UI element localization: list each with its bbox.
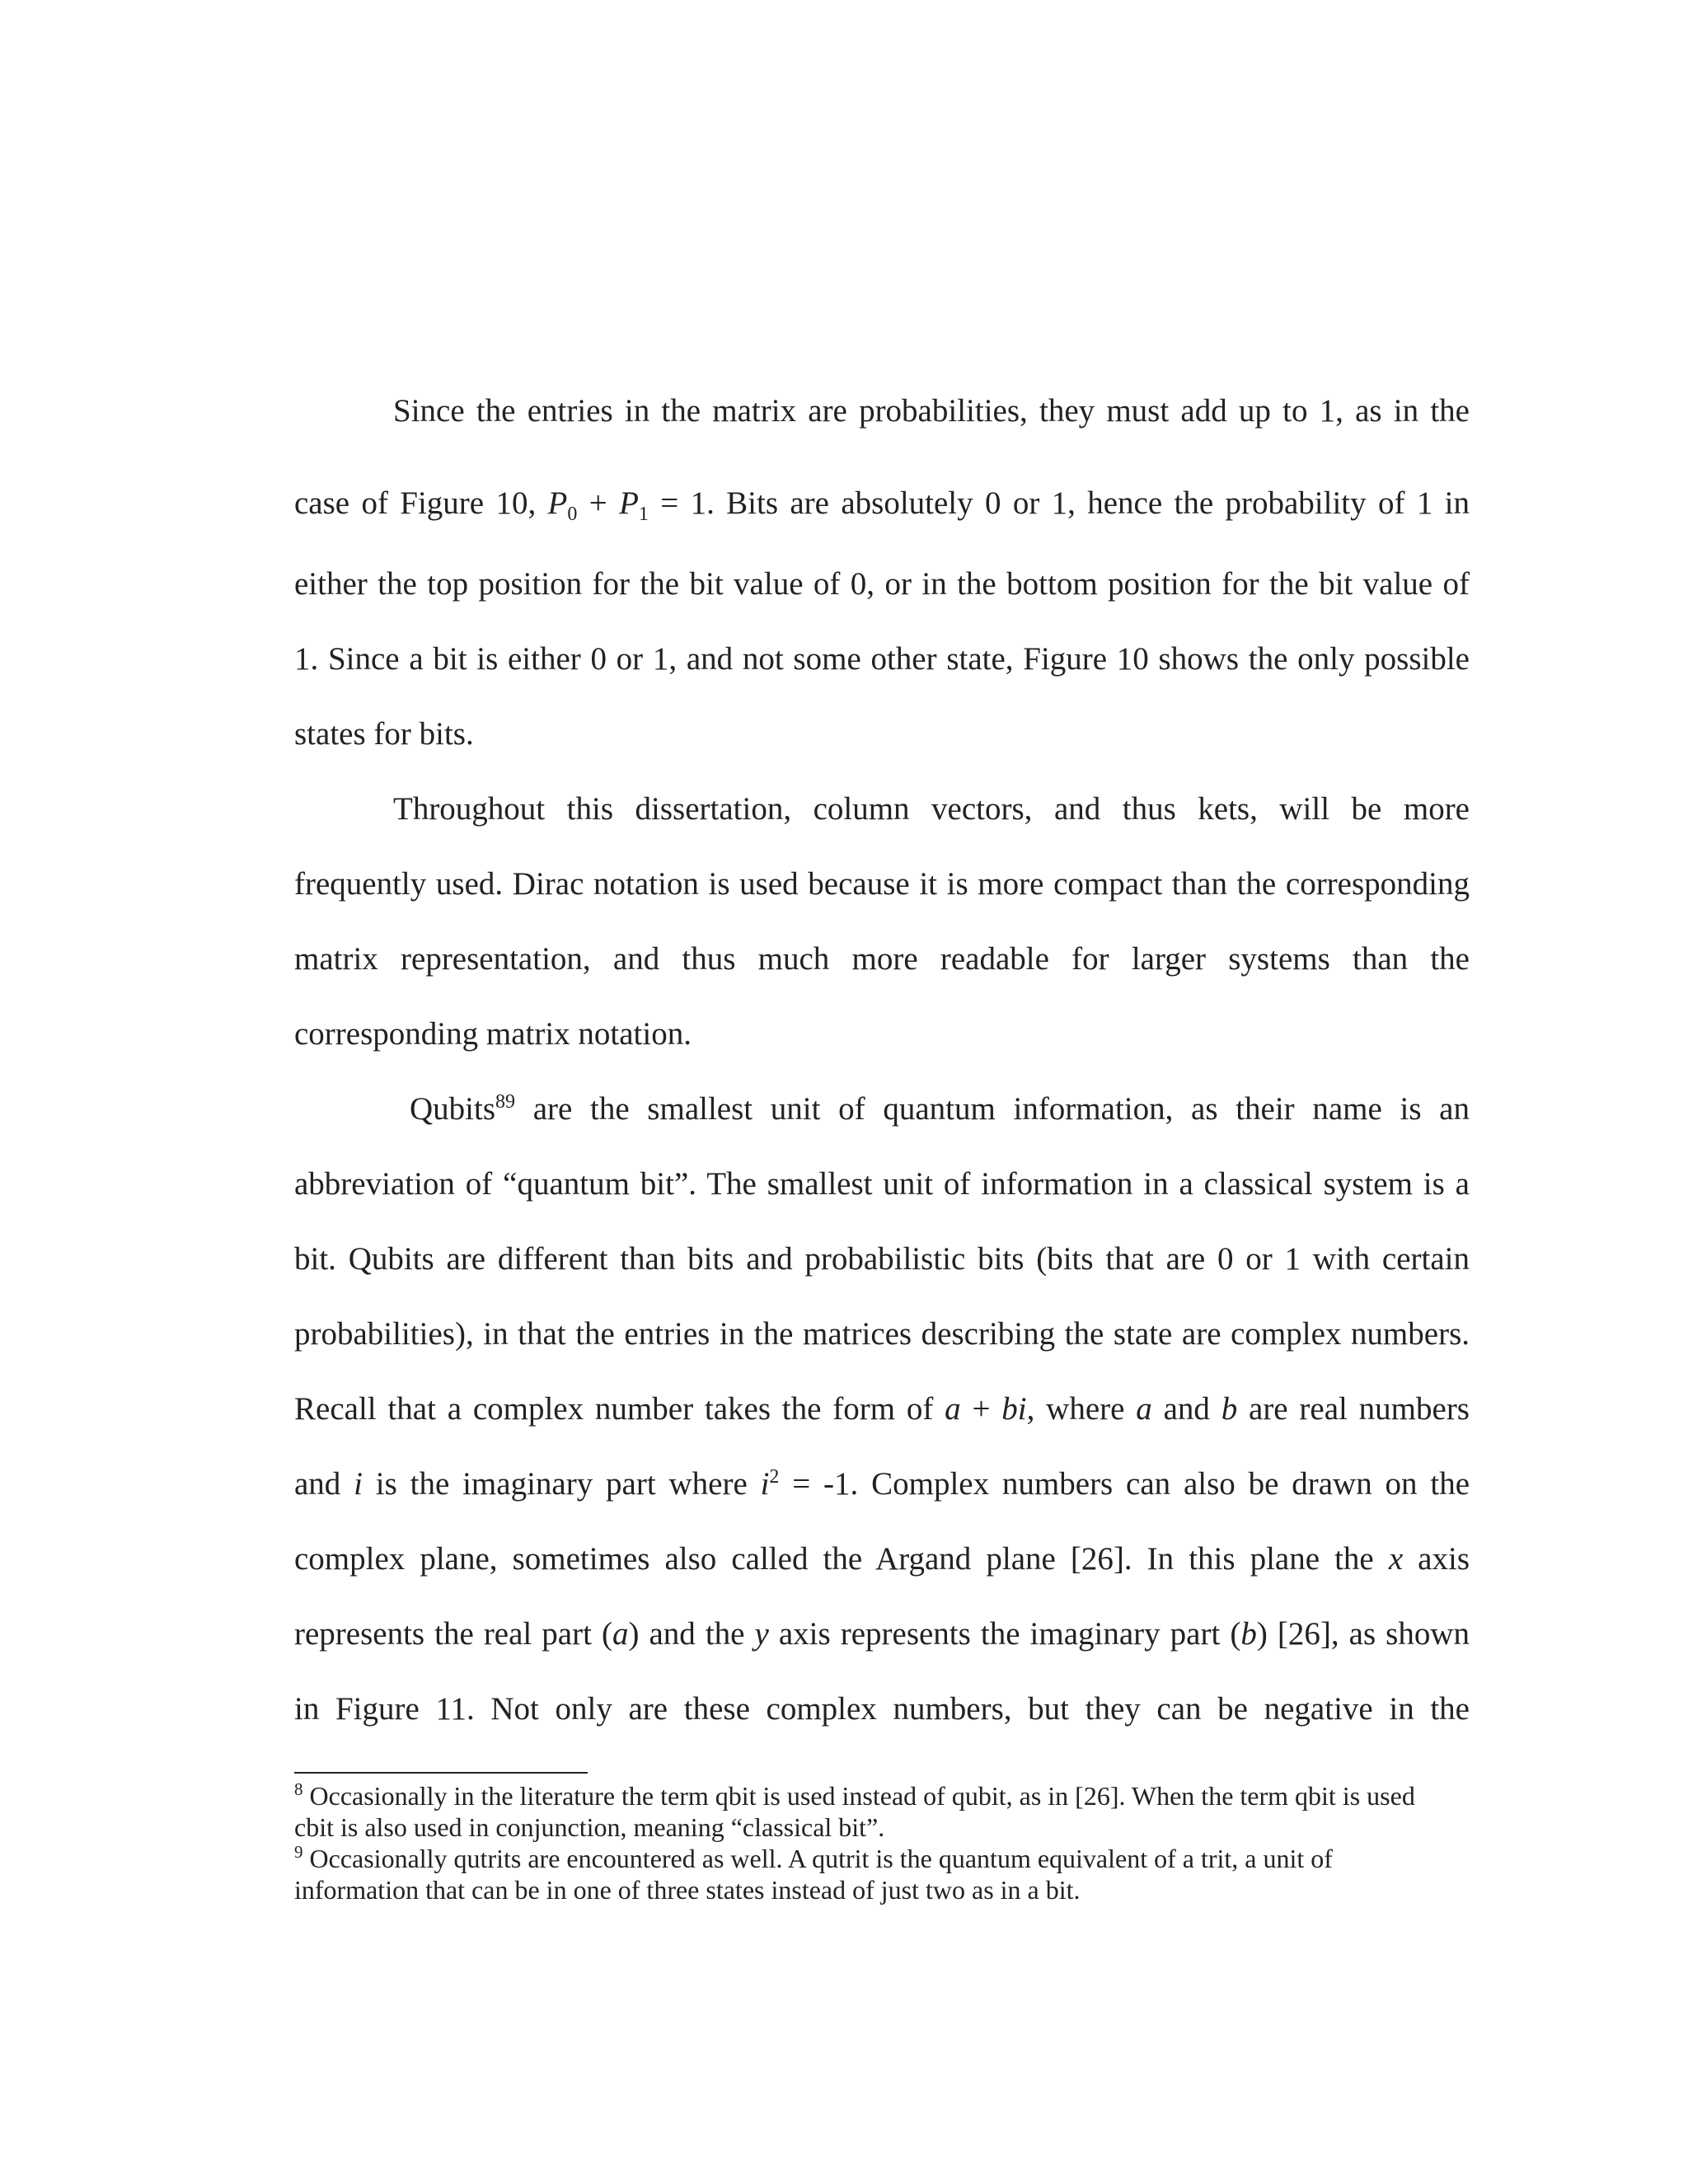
footnote-separator <box>294 1772 588 1774</box>
footnote-reference: 89 <box>495 1091 516 1113</box>
body-line: 1. Since a bit is either 0 or 1, and not some other state, Figure 10 shows the only possible <box>294 641 1470 677</box>
body-line: represents the real part (a) and the y axis represents the imaginary part (b) [26], as shown <box>294 1616 1470 1652</box>
body-line: corresponding matrix notation. <box>294 1016 692 1052</box>
probability-sum-equation: $P_0 + P_1 = 1$ <box>547 485 707 525</box>
footnote-marker: 8 <box>294 1779 303 1799</box>
body-line-with-equation <box>294 483 1470 524</box>
body-line: in Figure 11. Not only are these complex numbers, but they can be negative in the <box>294 1691 1470 1727</box>
body-text: . Bits are absolutely 0 or 1, hence the probability of 1 in <box>706 485 1470 521</box>
footnote-marker: 9 <box>294 1842 303 1862</box>
footnote-9: $^9$ Occasionally qutrits are encountered as well. A qutrit is the quantum equivalent of a trit, a unit of <box>294 1842 1333 1873</box>
body-line: frequently used. Dirac notation is used because it is more compact than the corresponding <box>294 866 1470 902</box>
footnote-8-continued: cbit is also used in conjunction, meaning “classical bit”. <box>294 1812 885 1842</box>
body-line: Qubits$^{89}$ are the smallest unit of quantum information, as their name is an <box>410 1091 1470 1127</box>
footnote-9-continued: information that can be in one of three states instead of just two as in a bit. <box>294 1875 1081 1905</box>
footnote-8: $^8$ Occasionally in the literature the term qbit is used instead of qubit, as in [26]. When the term qbit is used <box>294 1779 1415 1811</box>
body-text: case of Figure 10, <box>294 485 537 521</box>
body-line: probabilities), in that the entries in the matrices describing the state are complex numbers. <box>294 1316 1470 1352</box>
body-line: Throughout this dissertation, column vectors, and thus kets, will be more <box>393 791 1470 827</box>
body-line: either the top position for the bit value of 0, or in the bottom position for the bit value of <box>294 566 1470 602</box>
body-line: and i is the imaginary part where $i^2 = -1$. Complex numbers can also be drawn on the <box>294 1466 1470 1502</box>
body-line: matrix representation, and thus much more readable for larger systems than the <box>294 941 1470 977</box>
body-line: complex plane, sometimes also called the Argand plane [26]. In this plane the x axis <box>294 1541 1470 1577</box>
body-line: abbreviation of “quantum bit”. The smallest unit of information in a classical system is a <box>294 1166 1470 1202</box>
body-line: Since the entries in the matrix are probabilities, they must add up to 1, as in the <box>393 393 1470 429</box>
body-line: states for bits. <box>294 716 474 752</box>
body-line: Recall that a complex number takes the form of a + bi, where a and b are real numbers <box>294 1391 1470 1427</box>
body-line: bit. Qubits are different than bits and probabilistic bits (bits that are 0 or 1 with certain <box>294 1241 1470 1277</box>
